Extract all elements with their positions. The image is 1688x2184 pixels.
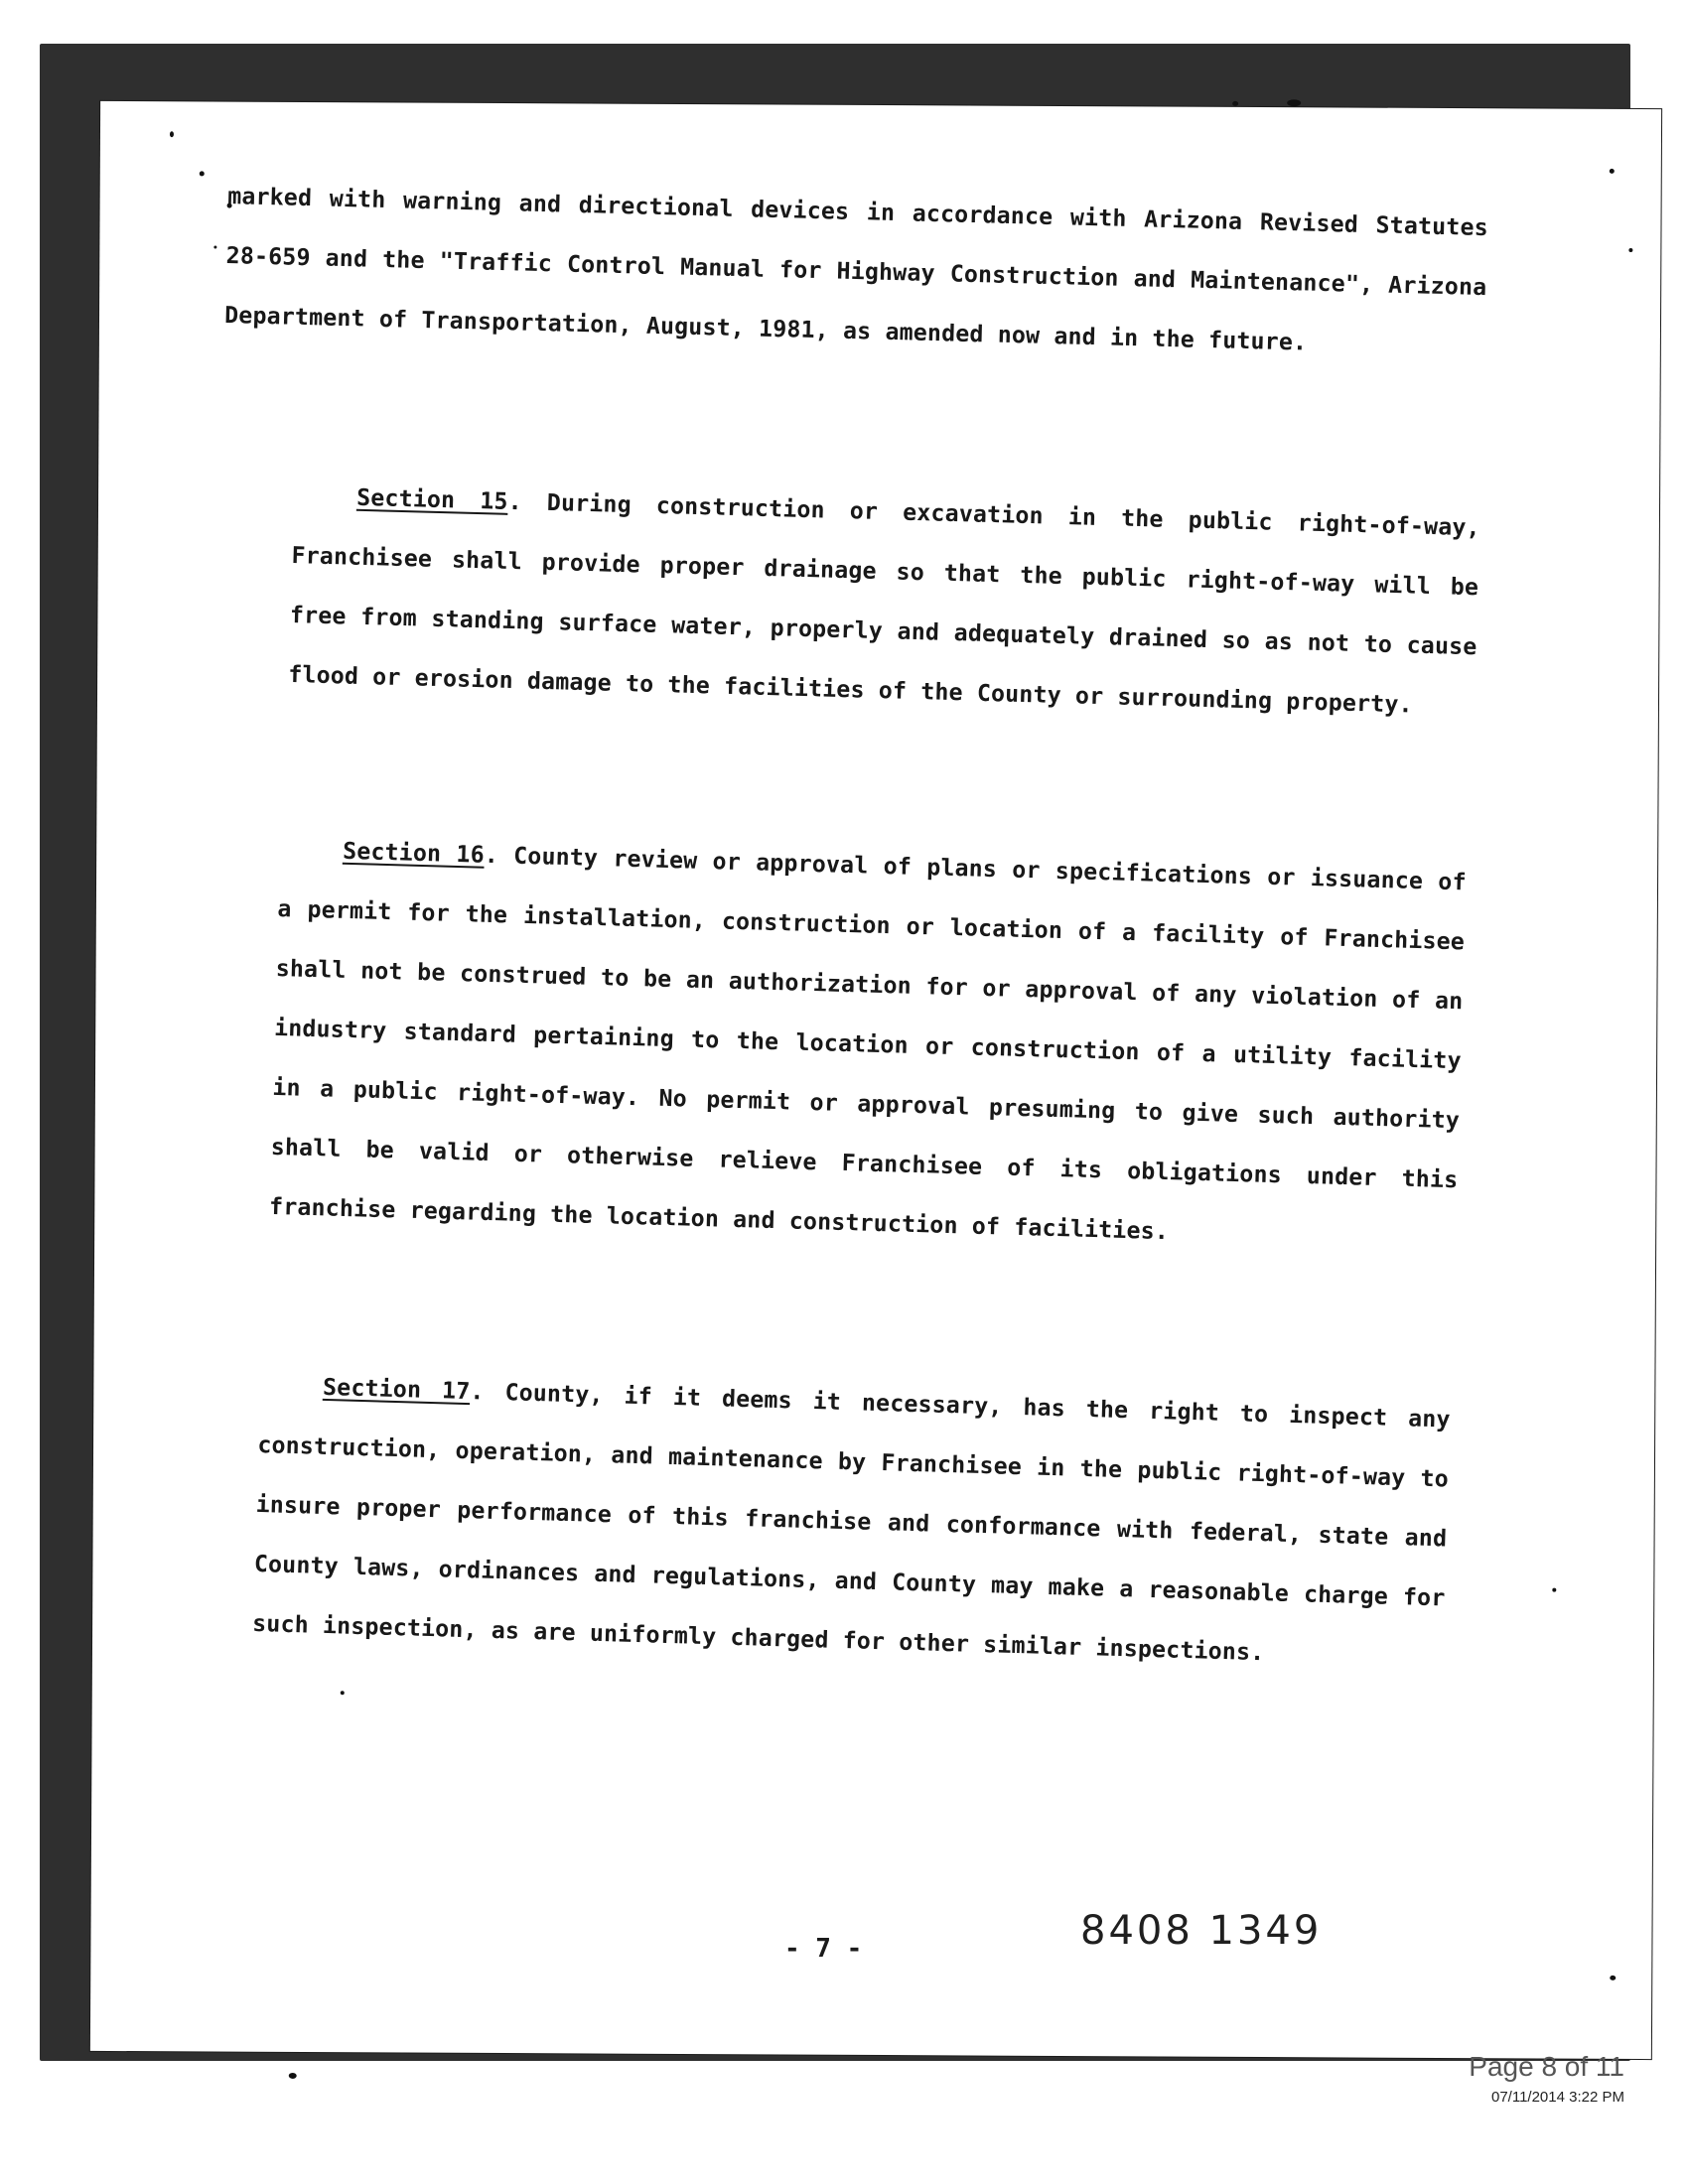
section-15-body: . During construction or excavation in the public right-of-way, Franchisee shall provide proper drainage so that the public right-of-way will be free from standing surface water, properly and adequately drained so as not to cause flood or erosion damage to the facilities of the County or surrounding property. [287,487,1481,719]
scan-speck [200,171,205,176]
section-16-heading: Section 16 [342,837,486,869]
timestamp: 07/11/2014 3:22 PM [1491,2089,1624,2106]
section-17-heading: Section 17 [322,1373,471,1406]
scan-speck [1628,248,1632,252]
section-17-body: . County, if it deems it necessary, has the right to inspect any construction, operation, and maintenance by Franchisee in the public right-of-way to insure proper performance of this franchise and conformance with federal, state and County laws, ordinances and regulations, and County may make a reasonable charge for such inspection, as are uniformly charged for other similar inspections. [251,1378,1452,1667]
intro-paragraph: marked with warning and directional devices in accordance with Arizona Revised Statutes 28-659 and the "Traffic Control Manual for Highway Construction and Maintenance", Arizona Department of Transportation, August, 1981, as amended now and in the future. [223,182,1489,356]
scan-speck [1610,169,1615,174]
scan-speck [1232,101,1238,106]
section-15-paragraph [288,467,1481,737]
scan-speck [289,2073,297,2079]
section-17-paragraph [251,1356,1451,1688]
section-17-block [251,1356,1451,1688]
page-number: - 7 - [784,1934,863,1964]
document-number: 8408 1349 [1080,1908,1323,1954]
document-body [223,167,1488,377]
scan-speck [1610,1976,1616,1980]
scan-speck [170,131,174,137]
section-16-paragraph [268,820,1467,1270]
section-15-block [288,467,1481,737]
scan-speck [1552,1588,1556,1592]
scan-speck [1287,99,1301,106]
scan-speck [213,245,216,248]
section-16-block [268,820,1467,1270]
section-16-body: . County review or approval of plans or specifications or issuance of a permit for the installation, construction or location of a facility of Franchisee shall not be construed to be an authorization for or approval of any violation of an industry standard pertaining to the location or construction of a utility facility in a public right-of-way. No permit or approval presuming to give such authority shall be valid or otherwise relieve Franchisee of its obligations under this franchise regarding the location and construction of facilities. [268,841,1468,1246]
scan-speck [341,1691,345,1695]
section-15-heading: Section 15 [355,483,509,515]
page-counter: Page 8 of 11 [1469,2051,1624,2082]
